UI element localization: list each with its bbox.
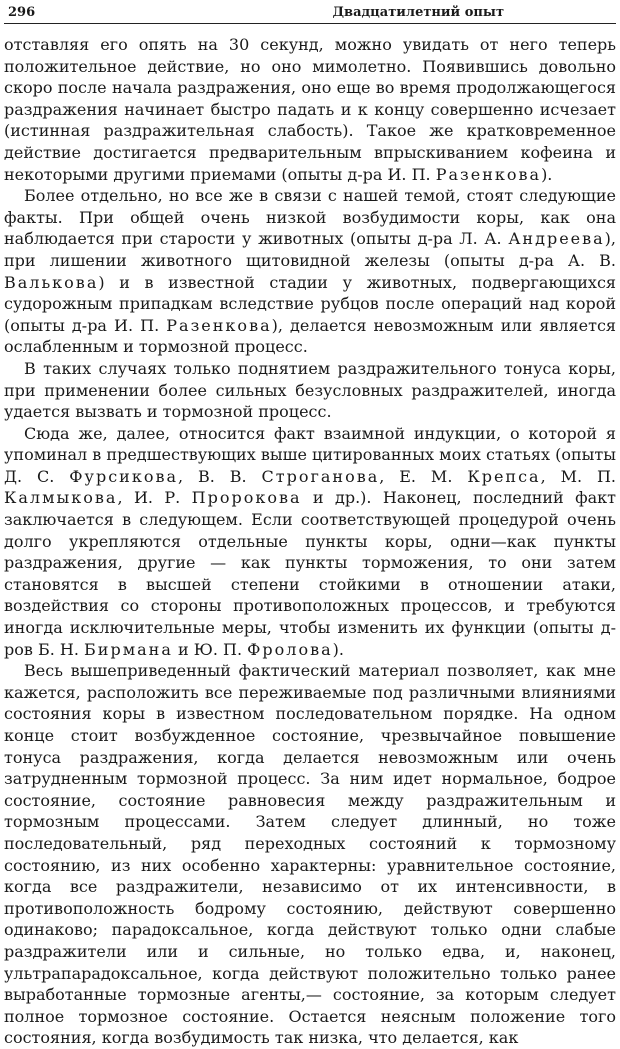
text-run: ), при лишении животного щитовидной железы (опыты д-ра А. В. <box>4 229 616 270</box>
text-run: ). <box>332 639 344 659</box>
text-run: , Е. М. <box>379 466 468 486</box>
paragraph <box>4 34 616 185</box>
paragraph <box>4 358 616 423</box>
author-name: Разенкова <box>166 315 272 335</box>
page-header <box>4 0 616 24</box>
text-run: отставляя его опять на 30 секунд, можно увидать от него теперь положительное действие, но оно мимолетно. Появившись довольно скоро после начала раздражения, оно еще во время продолжающегося раздражения начинает быстро падать и к концу совершенно исчезает (истинная раздражительная слабость). Такое же кратковременное действие достигается предварительным впрыскиванием кофеина и некоторыми другими приемами (опыты д-ра И. П. <box>4 35 616 184</box>
author-name: Крепса <box>467 466 541 486</box>
text-run: Сюда же, далее, относится факт взаимной индукции, о которой я упоминал в предшествующих выше цитированных моих статьях (опыты Д. С. <box>4 423 616 486</box>
text-run: , В. В. <box>178 466 262 486</box>
page-number: 296 <box>8 5 36 20</box>
text-run: , И. Р. <box>117 488 192 508</box>
author-name: Строганова <box>261 466 380 486</box>
text-run: В таких случаях только поднятием раздражительного тонуса коры, при применении более сильных безусловных раздражителей, иногда удается вызвать и тормозной процесс. <box>4 358 616 422</box>
author-name: Калмыкова <box>4 488 118 508</box>
author-name: Пророкова <box>191 488 302 508</box>
body-text <box>4 34 616 1049</box>
text-run: ), делается невозможным или является ослабленным и тормозной процесс. <box>4 315 616 357</box>
author-name: Андреева <box>508 229 605 249</box>
text-run: и др.). Наконец, последний факт заключается в следующем. Если соответствующей процедурой очень долго укрепляются отдельные пункты коры, одни—как пункты раздражения, другие — как пункты торможения, то они затем становятся в высшей степени стойкими в отношении атаки, воздействия со стороны противоположных процессов, и требуются иногда исключительные меры, чтобы изменить их функции (опыты д-ров Б. Н. <box>4 488 616 659</box>
author-name: Валькова <box>4 272 99 292</box>
paragraph <box>4 423 616 661</box>
author-name: Разенкова <box>435 164 542 184</box>
text-run: Более отдельно, но все же в связи с нашей темой, стоят следующие факты. При общей очень низкой возбудимости коры, как она наблюдается при старости у животных (опыты д-ра Л. А. <box>4 186 616 249</box>
text-run: ). <box>541 164 553 184</box>
author-name: Фролова <box>247 639 333 659</box>
author-name: Бирмана <box>84 639 173 659</box>
text-run: ) и в известной стадии у животных, подвергающихся судорожным припадкам вследствие рубцов после операций над корой (опыты д-ра И. П. <box>4 272 616 335</box>
paragraph <box>4 660 616 1049</box>
text-run: и Ю. П. <box>172 639 248 659</box>
text-run: , М. П. <box>540 466 616 486</box>
running-head: Двадцатилетний опыт <box>332 5 504 20</box>
author-name: Фурсикова <box>69 466 178 486</box>
paragraph <box>4 185 616 358</box>
text-run: Весь вышеприведенный фактический материал позволяет, как мне кажется, расположить все переживаемые под различными влияниями состояния коры в известном последовательном порядке. На одном конце стоит возбужденное состояние, чрезвычайное повышение тонуса раздражения, когда делается невозможным или очень затрудненным тормозной процесс. За ним идет нормальное, бодрое состояние, состояние равновесия между раздражительным и тормозным процессами. Затем следует длинный, но тоже последовательный, ряд переходных состояний к тормозному состоянию, из них особенно характерны: уравнительное состояние, когда все раздражители, независимо от их интенсивности, в противоположность бодрому состоянию, действуют совершенно одинаково; парадоксальное, когда действуют только одни слабые раздражители или и сильные, но только едва, и, наконец, ультрапарадоксальное, когда действуют положительно только ранее выработанные тормозные агенты,— состояние, за которым следует полное тормозное состояние. Остается неясным положение того состояния, когда возбудимость так низка, что делается, как <box>4 661 616 1048</box>
